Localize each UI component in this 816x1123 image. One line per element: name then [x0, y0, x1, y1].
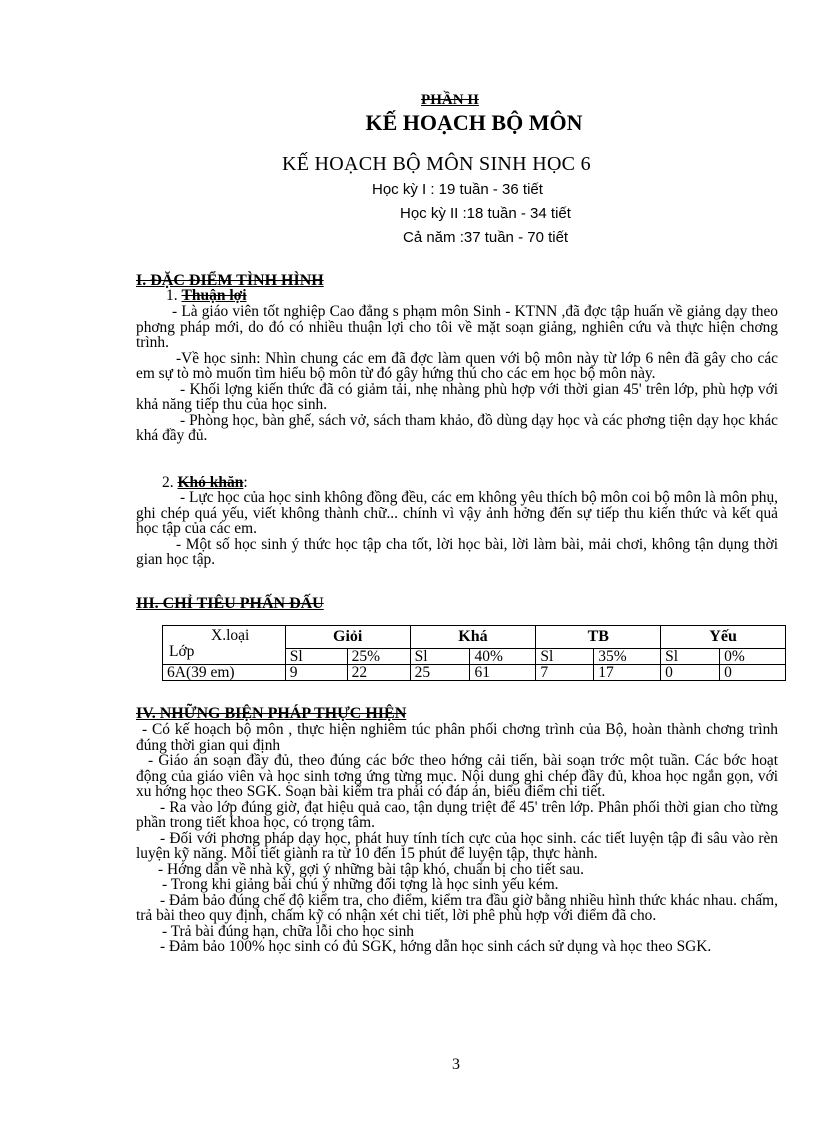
section4-heading: IV. NHỮNG BIỆN PHÁP THỰC HIỆN: [136, 705, 407, 722]
table-cell: 17: [594, 665, 661, 681]
page-number: 3: [452, 1056, 460, 1073]
corner-top-label: X.loại: [211, 627, 250, 644]
thuanloi-block: [136, 304, 778, 444]
section3-heading: III. CHỈ TIÊU PHẤN ĐẤU: [136, 595, 324, 612]
bienphap-item: - Ra vào lớp đúng giờ, đạt hiệu quả cao, tận dụng triệt để 45' trên lớp. Phân phối thời gian cho từng phần trong tiết khoa học, có trọng tâm.: [136, 798, 778, 831]
table-row: [163, 665, 786, 681]
table-cell: 22: [347, 665, 410, 681]
thuanloi-item: - Khối lợng kiến thức đã có giảm tải, nhẹ nhàng phù hợp với thời gian 45' trên lớp, phù hợp với khả năng tiếp thu của học sinh.: [136, 380, 778, 413]
thuanloi-item: - Là giáo viên tốt nghiệp Cao đẳng s phạm môn Sinh - KTNN ,đã đợc tập huấn về giảng dạy theo phơng pháp mới, do đó có nhiều thuận lợi cho tôi về mặt soạn giảng, nghiên cứu và thực hiện chơng trình.: [136, 303, 778, 351]
bienphap-item: - Có kế hoạch bộ môn , thực hiện nghiêm túc phân phối chơng trình của Bộ, hoàn thành chơng trình đúng thời gian qui định: [136, 721, 778, 754]
semester1-line: Học kỳ I : 19 tuần - 36 tiết: [372, 181, 543, 198]
khokhan-item: - Lực học của học sinh không đồng đều, các em không yêu thích bộ môn coi bộ môn là môn phụ, ghi chép quá yếu, viết không thành chữ... chính vì vậy ảnh hởng đến sự tiếp thu kiến thức và kết quả học tập của các em.: [136, 489, 778, 537]
group-header: TB: [536, 626, 661, 649]
section1-heading: I. ĐẶC ĐIỂM TÌNH HÌNH: [136, 272, 324, 289]
group-header: Yếu: [661, 626, 786, 649]
table-cell: 61: [470, 665, 536, 681]
subsection2-heading: 2. Khó khăn:: [162, 474, 248, 491]
subtitle: KẾ HOẠCH BỘ MÔN SINH HỌC 6: [282, 153, 591, 175]
bienphap-item: - Hớng dẫn về nhà kỹ, gợi ý những bài tập khó, chuẩn bị cho tiết sau.: [158, 860, 584, 878]
table-cell: 7: [536, 665, 594, 681]
group-header: Khá: [410, 626, 536, 649]
table-cell: 0: [661, 665, 720, 681]
khokhan-block: [136, 490, 778, 568]
thuanloi-item: -Về học sinh: Nhìn chung các em đã đợc làm quen với bộ môn này từ lớp 6 nên đã gây cho các em sự tò mò muốn tìm hiểu bộ môn từ đó gây hứng thú cho các em học bộ môn này.: [136, 349, 778, 382]
semester2-line: Học kỳ II :18 tuần - 34 tiết: [400, 205, 571, 222]
bienphap-item: - Đảm bảo 100% học sinh có đủ SGK, hớng dẫn học sinh cách sử dụng và học theo SGK.: [160, 938, 712, 955]
subsection1-label: Thuận lợi: [181, 287, 247, 304]
corner-bottom-label: Lớp: [169, 643, 195, 660]
subheader-cell: 0%: [720, 649, 786, 665]
subheader-cell: Sl: [661, 649, 720, 665]
subsection2-number: 2.: [162, 474, 174, 491]
table-cell: 25: [410, 665, 470, 681]
thuanloi-item: - Phòng học, bàn ghế, sách vở, sách tham khảo, đồ dùng dạy học và các phơng tiện dạy học khác khá đầy đủ.: [136, 411, 778, 444]
page-title: KẾ HOẠCH BỘ MÔN: [365, 110, 583, 135]
row-label-cell: 6A(39 em): [163, 665, 286, 681]
table-cell: 9: [285, 665, 347, 681]
bienphap-item: - Trong khi giảng bài chú ý những đối tợng là học sinh yếu kém.: [162, 876, 559, 893]
target-table: [162, 625, 786, 681]
table-corner-cell: [163, 626, 286, 665]
year-line: Cả năm :37 tuần - 70 tiết: [403, 229, 569, 246]
subsection1-number: 1.: [166, 287, 178, 304]
bienphap-item: - Đối với phơng pháp dạy học, phát huy tính tích cực của học sinh. các tiết luyện tập đi sâu vào rèn luyện kỹ năng. Mỗi tiết giành ra từ 10 đến 15 phút để luyện tập, thực hành.: [136, 829, 778, 862]
table-cell: 0: [720, 665, 786, 681]
subheader-cell: 40%: [470, 649, 536, 665]
subheader-cell: Sl: [536, 649, 594, 665]
subheader-cell: Sl: [285, 649, 347, 665]
group-header: Giỏi: [285, 626, 410, 649]
khokhan-item: - Một số học sinh ý thức học tập cha tốt, lời học bài, lời làm bài, mải chơi, không tận dụng thời gian học tập.: [136, 535, 778, 568]
subheader-cell: Sl: [410, 649, 470, 665]
part-label: PHẦN II: [421, 92, 479, 108]
bienphap-block: [136, 722, 778, 955]
subheader-cell: 35%: [594, 649, 661, 665]
bienphap-item: - Trả bài đúng hạn, chữa lỗi cho học sinh: [162, 922, 414, 940]
subheader-cell: 25%: [347, 649, 410, 665]
bienphap-item: - Giáo án soạn đầy đủ, theo đúng các bớc theo hớng cải tiến, bài soạn trớc một tuần. Các bớc hoạt động của giáo viên và học sinh tơng ứng từng mục. Nội dung ghi chép đầy đủ, khoa học ngắn gọn, với xu hớng học theo SGK. Soạn bài kiểm tra phải có đáp án, biểu điểm chi tiết.: [136, 752, 778, 800]
bienphap-item: - Đảm bảo đúng chế độ kiểm tra, cho điểm, kiểm tra đầu giờ bằng nhiều hình thức khác nhau. chấm, trả bài theo quy định, chấm kỹ có nhận xét chi tiết, lời phê phù hợp với điểm đã cho.: [136, 891, 778, 924]
subsection2-label: Khó khăn: [177, 474, 244, 491]
